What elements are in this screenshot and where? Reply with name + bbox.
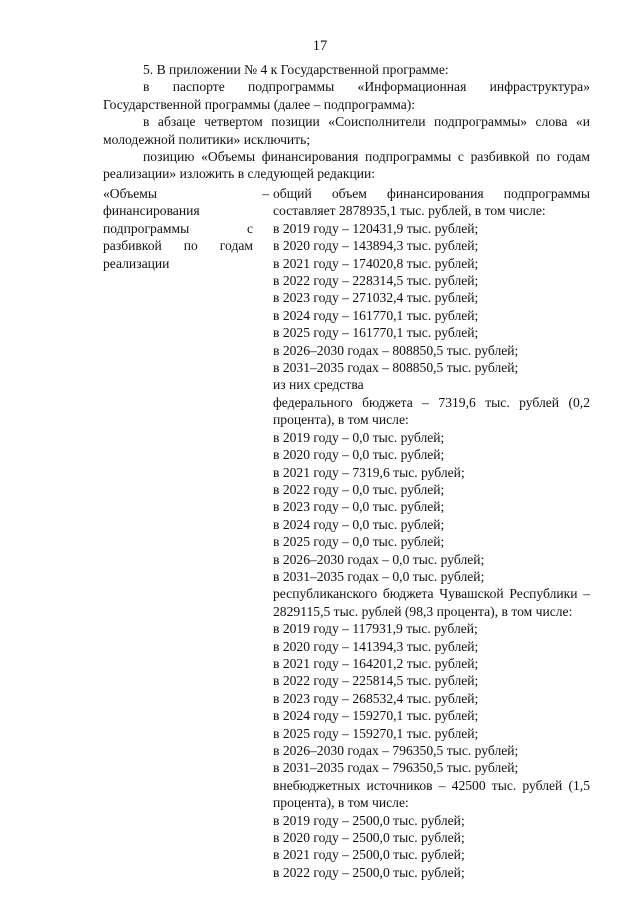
financing-line: в 2021 году – 164201,2 тыс. рублей; (273, 655, 479, 671)
financing-line: в 2022 году – 225814,5 тыс. рублей; (273, 673, 479, 689)
financing-line: в 2022 году – 0,0 тыс. рублей; (273, 481, 445, 497)
financing-line: в 2024 году – 159270,1 тыс. рублей; (273, 708, 479, 724)
financing-line: в 2026–2030 годах – 808850,5 тыс. рублей; (273, 342, 519, 358)
financing-line: из них средства (273, 377, 364, 393)
intro-paragraph: в абзаце четвертом позиции «Соисполнители подпрограммы» слова «и молодежной политики» исключить; (103, 114, 590, 147)
financing-line: в 2031–2035 годах – 0,0 тыс. рублей; (273, 568, 485, 584)
financing-line: в 2023 году – 0,0 тыс. рублей; (273, 499, 445, 515)
dash-separator: – (262, 186, 269, 201)
financing-line: в 2025 году – 0,0 тыс. рублей; (273, 534, 445, 550)
financing-line: республиканского бюджета Чувашской Республики – 2829115,5 тыс. рублей (98,3 процента), в том числе: (273, 586, 590, 619)
intro-paragraph: 5. В приложении № 4 к Государственной программе: (143, 62, 449, 77)
position-label: «Объемы финансирования подпрограммы с разбивкой по годам реализации (103, 186, 253, 271)
financing-line: в 2025 году – 159270,1 тыс. рублей; (273, 725, 479, 741)
intro-paragraph: в паспорте подпрограммы «Информационная инфраструктура» Государственной программы (далее – подпрограмма): (103, 79, 590, 112)
financing-line: в 2023 году – 268532,4 тыс. рублей; (273, 690, 479, 706)
financing-line: в 2024 году – 161770,1 тыс. рублей; (273, 307, 479, 323)
financing-line: в 2020 году – 141394,3 тыс. рублей; (273, 638, 479, 654)
financing-line: в 2021 году – 7319,6 тыс. рублей; (273, 464, 465, 480)
financing-line: в 2026–2030 годах – 796350,5 тыс. рублей; (273, 743, 519, 758)
financing-line: в 2025 году – 161770,1 тыс. рублей; (273, 325, 479, 341)
financing-line: федерального бюджета – 7319,6 тыс. рублей (0,2 процента), в том числе: (273, 394, 590, 428)
financing-line: в 2020 году – 0,0 тыс. рублей; (273, 447, 445, 463)
financing-line: в 2023 году – 271032,4 тыс. рублей; (273, 290, 479, 306)
financing-line: в 2022 году – 228314,5 тыс. рублей; (273, 273, 479, 289)
financing-details (273, 185, 590, 881)
financing-line: в 2019 году – 117931,9 тыс. рублей; (273, 621, 478, 637)
financing-line: в 2019 году – 0,0 тыс. рублей; (273, 429, 445, 445)
financing-line: в 2020 году – 2500,0 тыс. рублей; (273, 830, 465, 846)
intro-paragraph: позицию «Объемы финансирования подпрограммы с разбивкой по годам реализации» изложить в следующей редакции: (103, 149, 590, 182)
financing-line: в 2021 году – 174020,8 тыс. рублей; (273, 255, 479, 271)
financing-line: в 2024 году – 0,0 тыс. рублей; (273, 516, 445, 532)
financing-line: в 2020 году – 143894,3 тыс. рублей; (273, 238, 479, 254)
financing-line: в 2019 году – 120431,9 тыс. рублей; (273, 220, 479, 236)
financing-line: в 2031–2035 годах – 796350,5 тыс. рублей; (273, 760, 519, 776)
intro-section (103, 61, 590, 183)
financing-line: в 2022 году – 2500,0 тыс. рублей; (273, 864, 465, 880)
financing-table (103, 185, 590, 881)
financing-line: общий объем финансирования подпрограммы составляет 2878935,1 тыс. рублей, в том числе: (273, 186, 590, 219)
financing-line: в 2026–2030 годах – 0,0 тыс. рублей; (273, 551, 485, 567)
financing-line: в 2021 году – 2500,0 тыс. рублей; (273, 847, 465, 863)
financing-line: в 2019 году – 2500,0 тыс. рублей; (273, 812, 465, 828)
financing-line: внебюджетных источников – 42500 тыс. рублей (1,5 процента), в том числе: (273, 777, 590, 811)
financing-line: в 2031–2035 годах – 808850,5 тыс. рублей; (273, 360, 519, 376)
page-number: 17 (312, 38, 328, 54)
